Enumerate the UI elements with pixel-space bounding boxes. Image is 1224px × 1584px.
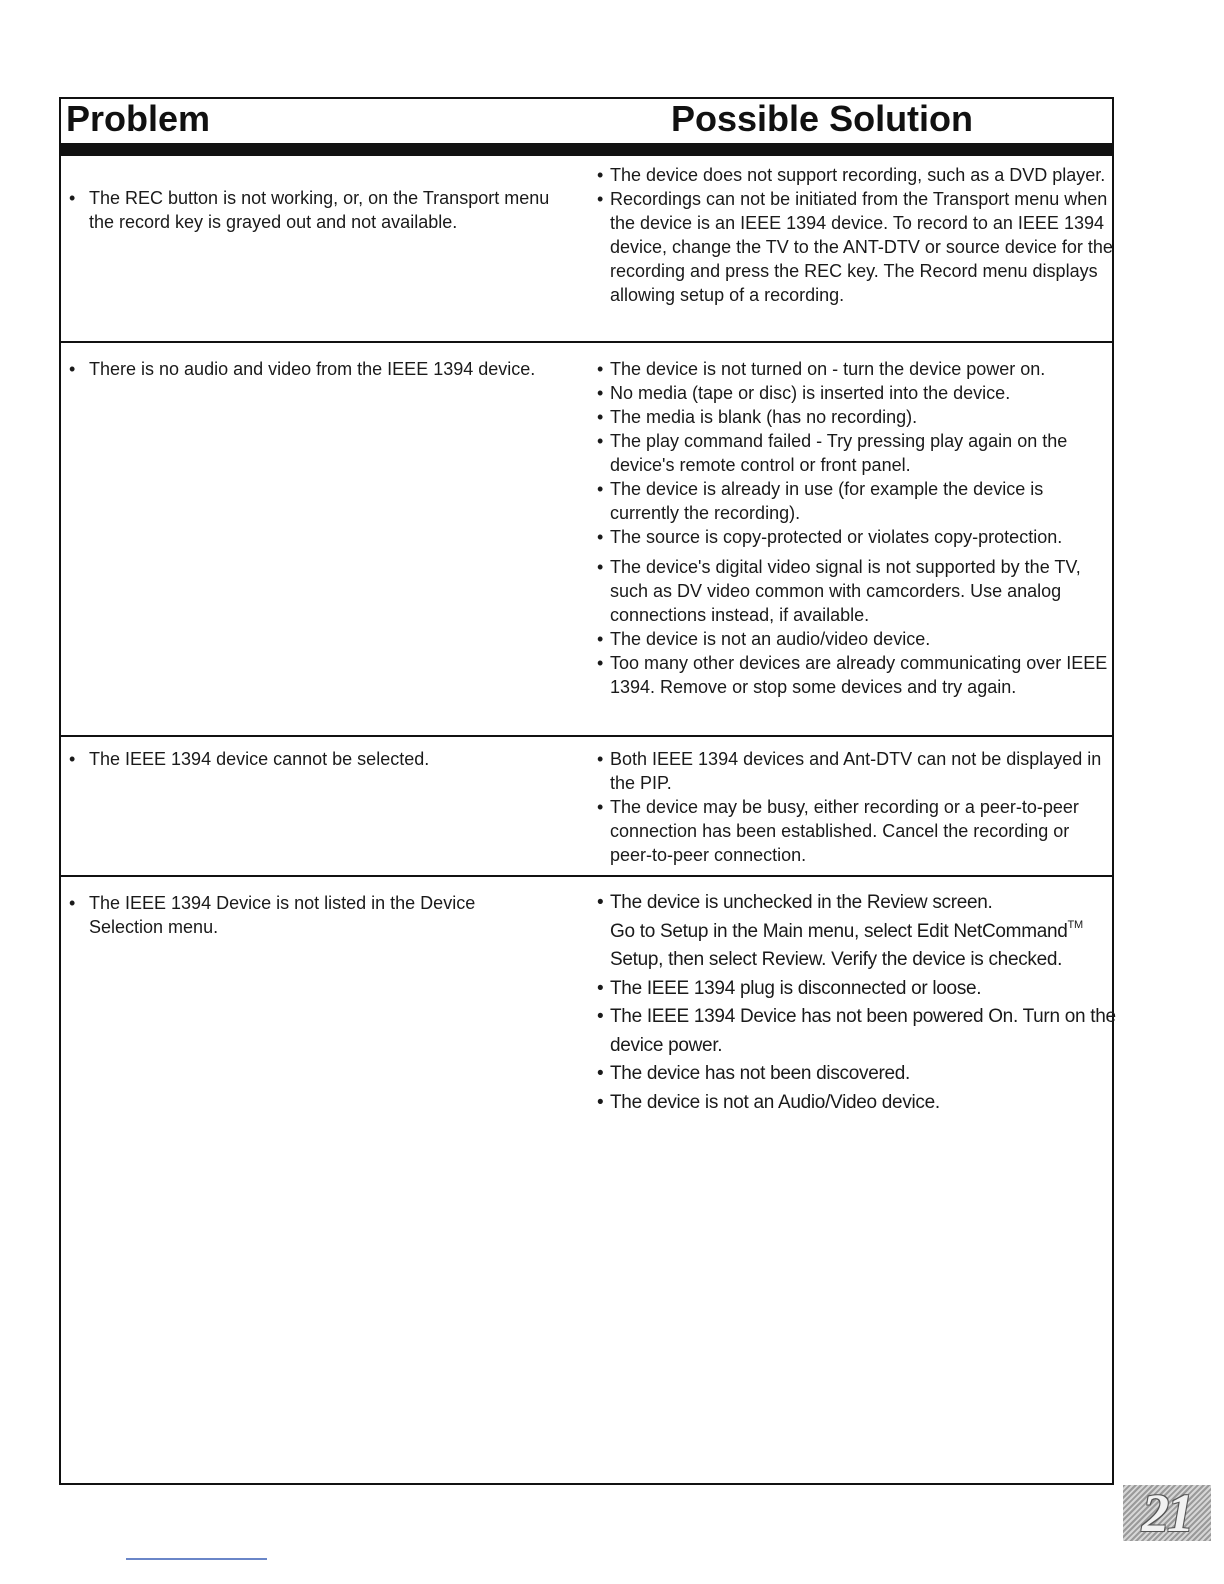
solution-item [594,889,1124,975]
problem-text: • The IEEE 1394 Device is not listed in the Device Selection menu. [67,891,537,939]
problem-cell [67,186,567,234]
solution-item: • The device is not an audio/video device. [594,627,1114,651]
solution-cell [594,889,1124,1117]
solution-item: • The device's digital video signal is not supported by the TV, such as DV video common with camcorders. Use analog connections instead, if available. [594,555,1114,627]
solution-item: • The device may be busy, either recording or a peer-to-peer connection has been established. Cancel the recording or peer-to-peer connection. [594,795,1114,867]
trademark-mark: TM [1067,918,1083,931]
solution-item: • The device has not been discovered. [594,1060,1124,1089]
problem-text: • The IEEE 1394 device cannot be selected. [67,747,567,771]
row-divider [61,875,1112,877]
problem-cell [67,747,567,771]
solution-cell [594,163,1114,307]
solution-item: • The device is already in use (for example the device is currently the recording). [594,477,1114,525]
row-divider [61,341,1114,343]
solution-column-header: Possible Solution [671,98,974,139]
problem-text: • There is no audio and video from the IEEE 1394 device. [67,357,597,381]
solution-item: • The device is not an Audio/Video device. [594,1089,1124,1118]
table-header [61,99,1112,145]
solution-item-text: The device is unchecked in the Review screen. [610,892,993,913]
solution-item: • The play command failed - Try pressing play again on the device's remote control or front panel. [594,429,1114,477]
problem-column-header: Problem [66,98,211,139]
solution-cell [594,747,1114,867]
solution-item: • The device is not turned on - turn the device power on. [594,357,1114,381]
decorative-line [126,1558,267,1560]
solution-item: • The device does not support recording, such as a DVD player. [594,163,1114,187]
troubleshooting-table [59,97,1114,1485]
row-divider [61,735,1112,737]
solution-note: Setup, then select Review. Verify the device is checked. [610,949,1063,970]
header-rule [61,143,1112,156]
page-number-badge: 21 [1123,1485,1211,1541]
problem-text: • The REC button is not working, or, on the Transport menu the record key is grayed out and not available. [67,186,567,234]
solution-item: • The IEEE 1394 plug is disconnected or loose. [594,975,1124,1004]
solution-item: • The media is blank (has no recording). [594,405,1114,429]
solution-item: • Both IEEE 1394 devices and Ant-DTV can not be displayed in the PIP. [594,747,1114,795]
solution-item: • No media (tape or disc) is inserted into the device. [594,381,1114,405]
solution-cell [594,357,1114,699]
problem-cell [67,891,537,939]
solution-item: • The source is copy-protected or violates copy-protection. [594,525,1114,549]
solution-note: Go to Setup in the Main menu, select Edit NetCommand [610,920,1068,942]
solution-item: • Too many other devices are already communicating over IEEE 1394. Remove or stop some devices and try again. [594,651,1114,699]
problem-cell [67,357,597,381]
solution-item: • The IEEE 1394 Device has not been powered On. Turn on the device power. [594,1003,1124,1060]
solution-item: • Recordings can not be initiated from the Transport menu when the device is an IEEE 1394 device. To record to an IEEE 1394 device, change the TV to the ANT-DTV or source device for the recording and press the REC key. The Record menu displays allowing setup of a recording. [594,187,1114,307]
